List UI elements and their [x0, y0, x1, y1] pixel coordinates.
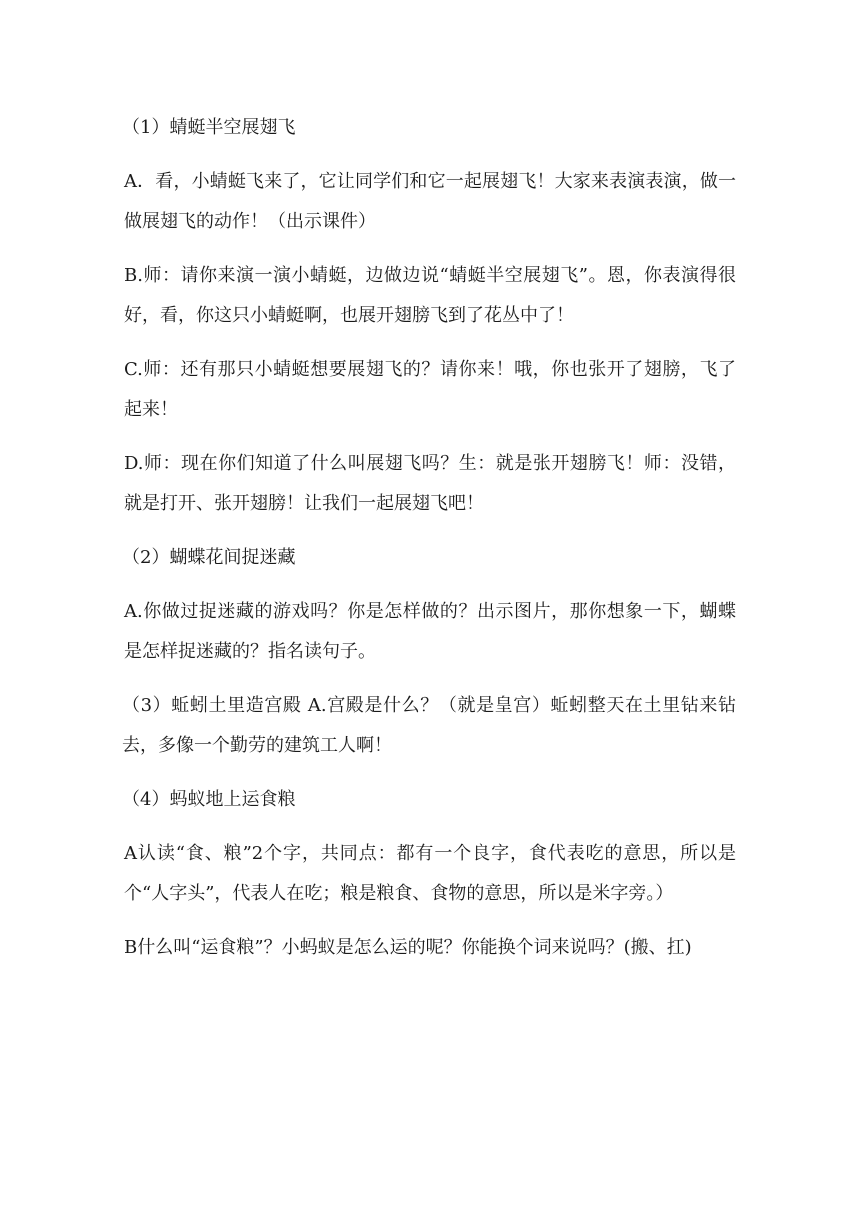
paragraph-dragonfly-a: A．看，小蜻蜓飞来了，它让同学们和它一起展翅飞！大家来表演表演，做一做展翅飞的动作！（出示课件） [124, 171, 736, 232]
section-heading-butterfly: （2）蝴蝶花间捉迷藏 [122, 547, 296, 568]
paragraph-ant-b: B什么叫“运食粮”？小蚂蚁是怎么运的呢？你能换个词来说吗？(搬、扛) [124, 937, 692, 958]
paragraph-ant-a: A认读“食、粮”2个字，共同点：都有一个良字，食代表吃的意思，所以是个“人字头”，代表人在吃；粮是粮食、食物的意思，所以是米字旁。） [124, 843, 736, 904]
section-heading-ant: （4）蚂蚁地上运食粮 [122, 789, 296, 810]
paragraph-dragonfly-d: D.师：现在你们知道了什么叫展翅飞吗？生：就是张开翅膀飞！师：没错，就是打开、张开翅膀！让我们一起展翅飞吧！ [124, 453, 736, 514]
section-heading-earthworm: （3）蚯蚓土里造宫殿 A.宫殿是什么？（就是皇宫）蚯蚓整天在土里钻来钻去，多像一个勤劳的建筑工人啊！ [122, 695, 736, 756]
document-body [124, 108, 736, 968]
paragraph-dragonfly-c: C.师：还有那只小蜻蜓想要展翅飞的？请你来！哦，你也张开了翅膀，飞了起来！ [124, 359, 736, 420]
paragraph-butterfly-a: A.你做过捉迷藏的游戏吗？你是怎样做的？出示图片，那你想象一下，蝴蝶是怎样捉迷藏的？指名读句子。 [124, 601, 736, 662]
paragraph-dragonfly-b: B.师：请你来演一演小蜻蜓，边做边说“蜻蜓半空展翅飞”。恩，你表演得很好，看，你这只小蜻蜓啊，也展开翅膀飞到了花丛中了！ [124, 265, 736, 326]
section-heading-dragonfly: （1）蜻蜓半空展翅飞 [122, 117, 296, 138]
